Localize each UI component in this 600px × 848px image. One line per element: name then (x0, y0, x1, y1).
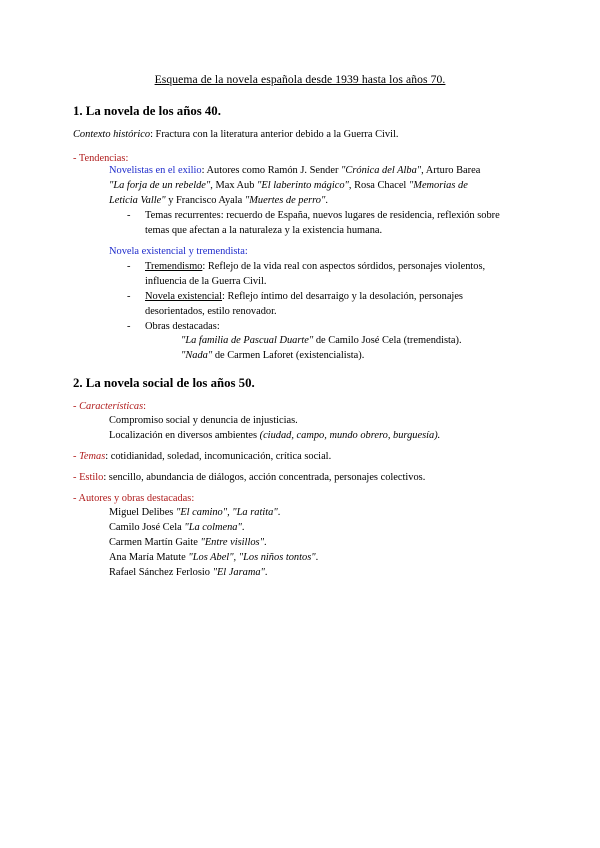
existencial-line-2: desorientados, estilo renovador. (145, 306, 277, 317)
autor-end: . (315, 552, 319, 563)
exilio-text-2b: , Max Aub (210, 180, 258, 191)
autor-works: "La colmena" (184, 522, 242, 533)
autor-works: "Entre visillos" (200, 537, 264, 548)
exilio-work-4b: Leticia Valle" (109, 195, 166, 206)
tremendismo-label: Tremendismo (145, 261, 203, 272)
autor-name: Carmen Martín Gaite (109, 537, 201, 548)
bullet-dash: - (127, 321, 131, 332)
autor-end: . (277, 507, 281, 518)
temas-s2-text: : cotidianidad, soledad, incomunicación, crítica social. (105, 451, 332, 462)
obra-rest-2: de Carmen Laforet (existencialista). (212, 350, 365, 361)
context-text: : Fractura con la literatura anterior debido a la Guerra Civil. (150, 129, 399, 140)
autor-end: . (241, 522, 245, 533)
autores-label-line: - Autores y obras destacadas: (73, 493, 195, 504)
autor-name: Miguel Delibes (109, 507, 176, 518)
tendencias-line: - Tendencias: (73, 153, 129, 164)
exilio-line-2 (109, 178, 468, 193)
existencial-label: Novela existencial y tremendista: (109, 246, 248, 257)
exilio-work-1: "Crónica del Alba" (341, 165, 422, 176)
exilio-text-3b: y Francisco Ayala (165, 195, 245, 206)
estilo-text: : sencillo, abundancia de diálogos, acción concentrada, personajes colectivos. (103, 472, 426, 483)
exilio-line-1 (109, 163, 480, 178)
autor-line (109, 520, 244, 535)
autor-end: . (263, 537, 267, 548)
obra-line-1 (181, 333, 462, 348)
exilio-text-3d: . (325, 195, 328, 206)
context-label: Contexto histórico (73, 129, 151, 140)
section-1-heading: 1. La novela de los años 40. (73, 104, 221, 118)
caracteristicas-label: Características (79, 401, 144, 412)
autor-works: "El Jarama" (212, 567, 265, 578)
obra-title-2: "Nada" (181, 350, 213, 361)
existencial-text: : Reflejo íntimo del desarraigo y la desolación, personajes (222, 291, 463, 302)
exilio-work-4a: "Memorias de (408, 180, 468, 191)
autor-name: Ana María Matute (109, 552, 189, 563)
autor-end: . (264, 567, 268, 578)
car-line-1: Compromiso social y denuncia de injusticias. (109, 415, 298, 426)
bullet-dash: - (127, 291, 131, 302)
tendencias-label: Tendencias (78, 153, 126, 164)
autor-line (109, 535, 267, 550)
tremendismo-line-1 (145, 259, 485, 274)
exilio-line-3 (109, 193, 328, 208)
existencial-line-1 (145, 289, 463, 304)
obra-title-1: "La familia de Pascual Duarte" (181, 335, 314, 346)
tremendismo-line-2: influencia de la Guerra Civil. (145, 276, 267, 287)
context-line (73, 127, 398, 142)
bullet-dash: - (127, 210, 131, 221)
temas-line-2: temas que afectan a la naturaleza y la existencia humana. (145, 225, 383, 236)
obra-rest-1: de Camilo José Cela (tremendista). (313, 335, 462, 346)
car-text-2b: (ciudad, campo, mundo obrero, burguesía). (259, 430, 441, 441)
autor-name: Camilo José Cela (109, 522, 185, 533)
tremendismo-text: : Reflejo de la vida real con aspectos sórdidos, personajes violentos, (202, 261, 486, 272)
autor-line (109, 550, 318, 565)
obra-line-2 (181, 348, 364, 363)
autor-works: "El camino", "La ratita" (175, 507, 278, 518)
temas-s2-label: Temas (79, 451, 106, 462)
exilio-text-1c: , Arturo Barea (421, 165, 481, 176)
car-text-2a: Localización en diversos ambientes (109, 430, 260, 441)
car-line-2 (109, 428, 440, 443)
exilio-text-1a: : Autores como Ramón J. Sender (201, 165, 342, 176)
estilo-label: Estilo (79, 472, 104, 483)
document-title: Esquema de la novela española desde 1939 hasta los años 70. (154, 73, 446, 86)
exilio-text-2d: , Rosa Chacel (348, 180, 409, 191)
obras-label: Obras destacadas: (145, 321, 220, 332)
autor-line (109, 565, 268, 580)
autor-name: Rafael Sánchez Ferlosio (109, 567, 213, 578)
temas-s2-line: - Temas: cotidianidad, soledad, incomunicación, crítica social. (73, 451, 332, 462)
estilo-line: - Estilo: sencillo, abundancia de diálogos, acción concentrada, personajes colectivos. (73, 472, 426, 483)
section-2-heading: 2. La novela social de los años 50. (73, 376, 255, 390)
existencial-label-text: Novela existencial y tremendista (109, 246, 245, 257)
autor-line (109, 505, 280, 520)
exilio-work-5: "Muertes de perro" (244, 195, 326, 206)
caracteristicas-line: - Características: (73, 401, 147, 412)
autor-works: "Los Abel", "Los niños tontos" (188, 552, 316, 563)
exilio-work-2: "La forja de un rebelde" (109, 180, 211, 191)
exilio-label: Novelistas en el exilio (109, 165, 202, 176)
temas-line-1: Temas recurrentes: recuerdo de España, nuevos lugares de residencia, reflexión sobre (145, 210, 500, 221)
exilio-work-3: "El laberinto mágico" (257, 180, 349, 191)
autores-label: Autores y obras destacadas (78, 493, 192, 504)
existencial-item-label: Novela existencial (145, 291, 223, 302)
bullet-dash: - (127, 261, 131, 272)
